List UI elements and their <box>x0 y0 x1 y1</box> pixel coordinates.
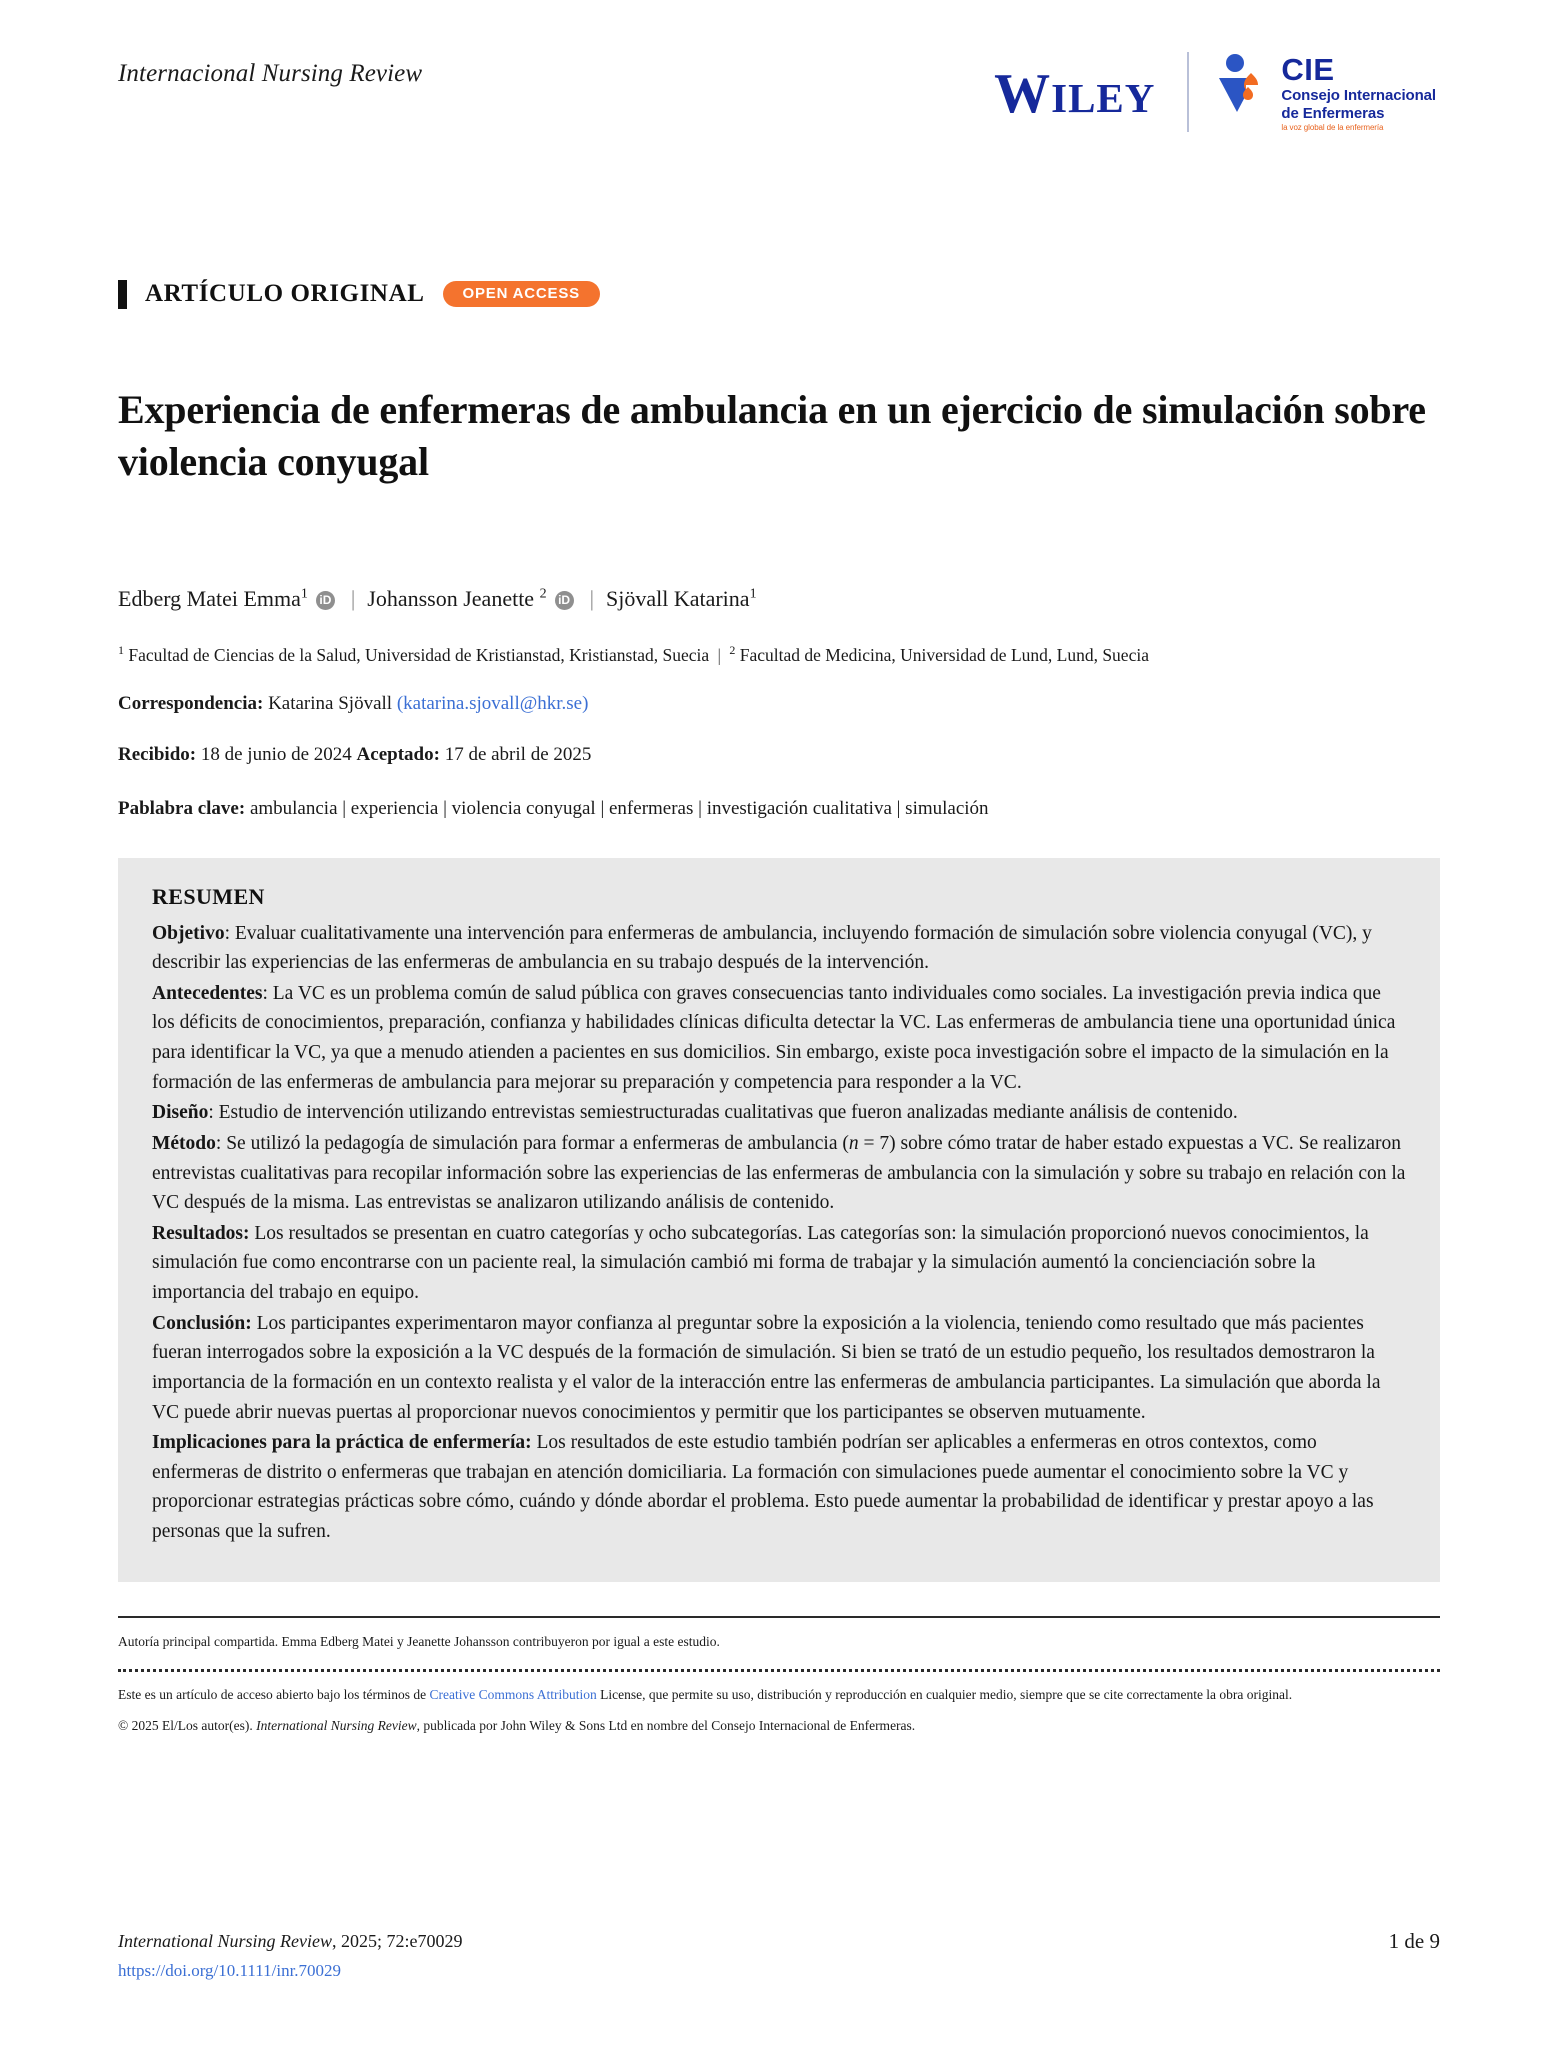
abstract-section-metodo <box>152 1129 1406 1218</box>
affiliation-text: Facultad de Medicina, Universidad de Lund, Lund, Suecia <box>739 644 1149 665</box>
author-item <box>606 582 757 615</box>
affiliation-separator: | <box>717 644 722 665</box>
cie-nurse-icon <box>1215 52 1269 114</box>
author-separator: | <box>350 586 356 611</box>
author-item <box>118 582 308 615</box>
author-name: Sjövall Katarina <box>605 586 750 611</box>
abstract-section-label: Objetivo <box>152 922 225 944</box>
logo-divider <box>1187 52 1189 132</box>
author-name: Edberg Matei Emma <box>118 586 301 611</box>
copyright-text-after: , publicada por John Wiley & Sons Ltd en nombre del Consejo Internacional de Enfermeras. <box>416 1718 916 1734</box>
page-content <box>118 0 1440 1737</box>
abstract-section-label: Antecedentes <box>152 982 263 1004</box>
footnote-divider <box>118 1616 1440 1618</box>
author-name: Johansson Jeanette <box>367 586 535 611</box>
license-note <box>118 1684 1440 1706</box>
abstract-section-antecedentes <box>152 979 1406 1098</box>
received-value: 18 de junio de 2024 <box>200 743 352 765</box>
keywords-values: ambulancia | experiencia | violencia conyugal | enfermeras | investigación cualitativa | simulación <box>249 798 989 820</box>
publisher-logos <box>994 52 1440 133</box>
abstract-section-conclusion <box>152 1309 1406 1428</box>
abstract-section-text: Los resultados de este estudio también podrían ser aplicables a enfermeras en otros contextos, como enfermeras de distrito o enfermeras que trabajan en atención domiciliaria. La formación con simulaciones puede aumentar el conocimiento sobre la VC y proporcionar estrategias prácticas sobre cómo, cuándo y dónde abordar el problema. Esto puede aumentar la probabilidad de identificar y prestar apoyo a las personas que la sufren. <box>152 1432 1374 1543</box>
shared-authorship-note: Autoría principal compartida. Emma Edberg Matei y Jeanette Johansson contribuyeron por igual a este estudio. <box>118 1633 720 1649</box>
abstract-section-text: La VC es un problema común de salud pública con graves consecuencias tanto individuales como sociales. La investigación previa indica que los déficits de conocimientos, preparación, confianza y habilidades clínicas dificulta detectar la VC. Las enfermeras de ambulancia tiene una oportunidad única para identificar la VC, ya que a menudo atienden a pacientes en sus domicilios. Sin embargo, existe poca investigación sobre el impacto de la simulación en la formación de las enfermeras de ambulancia para mejorar su preparación y competencia para responder a la VC. <box>152 982 1396 1093</box>
correspondence-line <box>118 690 1440 719</box>
author-affiliation-marker: 1 <box>300 586 308 602</box>
orcid-icon[interactable]: iD <box>555 591 574 610</box>
cie-tagline: la voz global de la enfermería <box>1281 123 1384 133</box>
cie-subtitle-line1: Consejo Internacional <box>1281 86 1436 104</box>
footer-citation-detail: , 2025; 72:e70029 <box>331 1930 463 1951</box>
affiliations <box>118 641 1440 668</box>
cie-initials: CIE <box>1281 52 1335 87</box>
abstract-section-label: Conclusión: <box>152 1312 252 1334</box>
article-type-row <box>118 276 1440 312</box>
abstract-section-text-before: Se utilizó la pedagogía de simulación para formar a enfermeras de ambulancia ( <box>226 1132 849 1154</box>
license-text-before: Este es un artículo de acceso abierto bajo los términos de <box>118 1686 430 1702</box>
received-label: Recibido: <box>118 743 197 765</box>
footer-citation <box>118 1927 462 1957</box>
author-list <box>118 582 1440 615</box>
accepted-value: 17 de abril de 2025 <box>444 743 592 765</box>
dates-line <box>118 741 1440 770</box>
page-footer <box>118 1927 1440 1986</box>
copyright-note <box>118 1715 1440 1737</box>
cie-wordmark <box>1281 52 1436 133</box>
creative-commons-link[interactable]: Creative Commons Attribution <box>429 1686 597 1702</box>
abstract-heading: RESUMEN <box>152 883 265 909</box>
abstract-section-objetivo <box>152 919 1406 978</box>
affiliation-marker: 2 <box>729 643 736 657</box>
abstract-section-text: Los participantes experimentaron mayor confianza al preguntar sobre la exposición a la violencia, teniendo como resultado que más pacientes fueran interrogados sobre la exposición a la VC después de la formación de simulación. Si bien se trató de un estudio pequeño, los resultados demostraron la importancia de la formación en un contexto realista y el valor de la interacción entre las enfermeras de ambulancia participantes. La simulación que aborda la VC puede abrir nuevas puertas al proporcionar nuevos conocimientos y permitir que los participantes se observen mutuamente. <box>152 1312 1381 1423</box>
author-separator: | <box>589 586 594 611</box>
doi-link[interactable]: https://doi.org/10.1111/inr.70029 <box>118 1961 342 1981</box>
correspondence-label: Correspondencia: <box>118 693 264 715</box>
author-item <box>367 582 546 615</box>
article-type-label: ARTÍCULO ORIGINAL <box>145 280 425 307</box>
footer-citation-block <box>118 1927 462 1986</box>
keywords-line <box>118 795 1440 824</box>
abstract-section-label: Método <box>152 1132 216 1154</box>
footer-journal-name: International Nursing Review <box>118 1930 332 1951</box>
abstract-section-separator: : <box>224 922 235 944</box>
abstract-section-text: Estudio de intervención utilizando entrevistas semiestructuradas cualitativas que fueron analizadas mediante análisis de contenido. <box>218 1102 1238 1124</box>
abstract-section-text: Evaluar cualitativamente una intervención para enfermeras de ambulancia, incluyendo formación de simulación sobre violencia conyugal (VC), y describir las experiencias de las enfermeras de ambulancia en su trabajo después de la intervención. <box>152 922 1372 974</box>
page-number: 1 de 9 <box>1388 1928 1440 1953</box>
affiliation-text: Facultad de Ciencias de la Salud, Universidad de Kristianstad, Kristianstad, Suecia <box>128 644 710 665</box>
abstract-section-separator: : <box>262 982 273 1004</box>
orcid-icon[interactable]: iD <box>316 591 335 610</box>
cie-subtitle-line2: de Enfermeras <box>1281 104 1385 122</box>
abstract-section-separator: : <box>215 1132 227 1154</box>
license-divider <box>118 1669 1440 1672</box>
correspondence-name: Katarina Sjövall <box>268 693 393 715</box>
abstract-section-label: Diseño <box>152 1102 209 1124</box>
cie-logo <box>1215 52 1436 133</box>
abstract-section-text-after: = 7) sobre cómo tratar de haber estado expuestas a VC. Se realizaron entrevistas cualitativas para recopilar información sobre las experiencias de las enfermeras de ambulancia con la simulación y sobre su trabajo en relación con la VC después de la misma. Las entrevistas se analizaron utilizando análisis de contenido. <box>152 1132 1406 1214</box>
masthead <box>118 0 1440 148</box>
copyright-text-before: © 2025 El/Los autor(es). <box>118 1718 257 1734</box>
abstract-section-resultados <box>152 1219 1406 1308</box>
keywords-label: Pablabra clave: <box>118 798 246 820</box>
abstract-section-separator: : <box>208 1102 219 1124</box>
article-type-bar <box>118 280 127 309</box>
accepted-label: Aceptado: <box>356 743 440 765</box>
author-affiliation-marker: 1 <box>749 586 757 602</box>
abstract-section-diseno <box>152 1098 1406 1128</box>
abstract-section-label: Implicaciones para la práctica de enfermería: <box>152 1432 532 1454</box>
affiliation-marker: 1 <box>118 643 124 657</box>
journal-name: Internacional Nursing Review <box>118 60 423 87</box>
article-title: Experiencia de enfermeras de ambulancia en un ejercicio de simulación sobre violencia conyugal <box>118 387 1426 484</box>
wiley-logo: WILEY <box>994 63 1156 126</box>
abstract-section-implicaciones <box>152 1428 1406 1547</box>
open-access-badge: OPEN ACCESS <box>443 281 600 307</box>
copyright-journal-name: International Nursing Review <box>256 1718 417 1734</box>
abstract-section-text: Los resultados se presentan en cuatro categorías y ocho subcategorías. Las categorías son: la simulación proporcionó nuevos conocimientos, la simulación fue como encontrarse con un paciente real, la simulación cambió mi forma de trabajar y la simulación aumentó la concienciación sobre la importancia del trabajo en equipo. <box>152 1222 1369 1304</box>
license-text-after: License, que permite su uso, distribución y reproducción en cualquier medio, siempre que se cite correctamente la obra original. <box>596 1686 1293 1702</box>
abstract-section-label: Resultados: <box>152 1222 250 1244</box>
abstract-box <box>118 858 1440 1582</box>
author-affiliation-marker: 2 <box>539 586 547 602</box>
correspondence-email-link[interactable]: (katarina.sjovall@hkr.se) <box>396 693 589 715</box>
abstract-sample-size-symbol: n <box>848 1132 859 1154</box>
